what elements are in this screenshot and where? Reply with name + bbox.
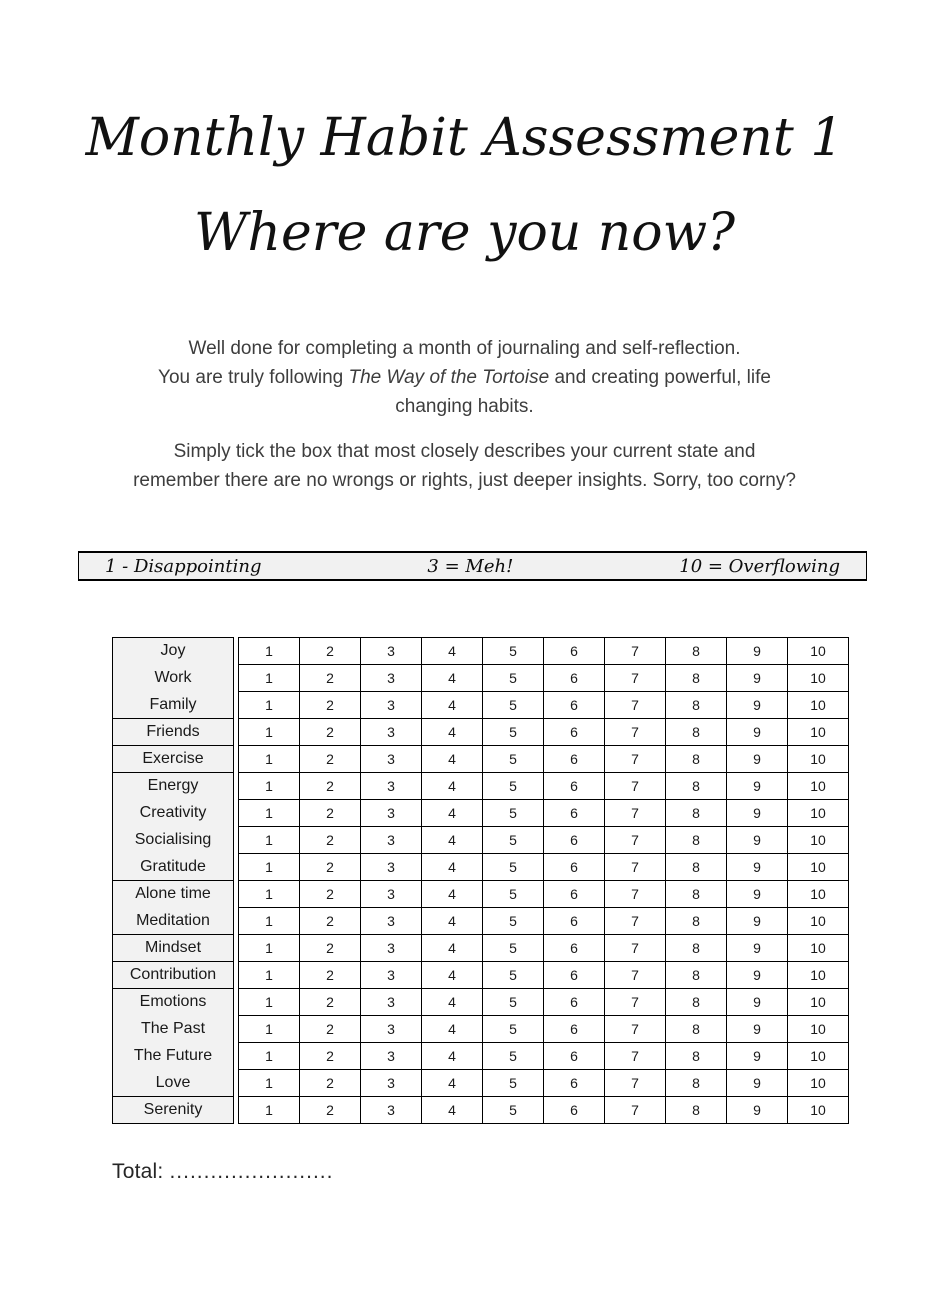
score-cell-energy-10[interactable]: 10 [788,773,849,800]
intro-paragraph-2 [0,437,929,495]
table-row-gratitude [113,854,849,881]
score-cell-serenity-3[interactable]: 3 [361,1097,422,1124]
score-cell-meditation-7[interactable]: 7 [605,908,666,935]
score-cell-mindset-3[interactable]: 3 [361,935,422,962]
score-cell-meditation-6[interactable]: 6 [544,908,605,935]
score-cell-gratitude-4[interactable]: 4 [422,854,483,881]
score-cell-alone-time-10[interactable]: 10 [788,881,849,908]
score-cell-the-future-7[interactable]: 7 [605,1043,666,1070]
score-cell-gratitude-3[interactable]: 3 [361,854,422,881]
score-cell-alone-time-2[interactable]: 2 [300,881,361,908]
score-cell-serenity-7[interactable]: 7 [605,1097,666,1124]
row-label-energy: Energy [113,773,234,800]
score-cell-energy-8[interactable]: 8 [666,773,727,800]
score-cell-meditation-2[interactable]: 2 [300,908,361,935]
score-cell-energy-5[interactable]: 5 [483,773,544,800]
score-cell-mindset-4[interactable]: 4 [422,935,483,962]
score-cell-meditation-10[interactable]: 10 [788,908,849,935]
score-cell-friends-9[interactable]: 9 [727,719,788,746]
score-cell-family-5[interactable]: 5 [483,692,544,719]
score-cell-the-future-3[interactable]: 3 [361,1043,422,1070]
row-label-exercise: Exercise [113,746,234,773]
score-cell-contribution-3[interactable]: 3 [361,962,422,989]
score-cell-joy-1[interactable]: 1 [239,638,300,665]
score-cell-work-5[interactable]: 5 [483,665,544,692]
score-cell-mindset-8[interactable]: 8 [666,935,727,962]
score-cell-friends-10[interactable]: 10 [788,719,849,746]
score-cell-creativity-5[interactable]: 5 [483,800,544,827]
table-row-the-past [113,1016,849,1043]
score-cell-love-9[interactable]: 9 [727,1070,788,1097]
score-cell-joy-10[interactable]: 10 [788,638,849,665]
score-cell-work-7[interactable]: 7 [605,665,666,692]
score-cell-mindset-6[interactable]: 6 [544,935,605,962]
score-cell-family-1[interactable]: 1 [239,692,300,719]
score-cell-contribution-10[interactable]: 10 [788,962,849,989]
score-cell-work-2[interactable]: 2 [300,665,361,692]
score-cell-gratitude-5[interactable]: 5 [483,854,544,881]
score-cell-love-1[interactable]: 1 [239,1070,300,1097]
score-cell-creativity-10[interactable]: 10 [788,800,849,827]
score-cell-joy-7[interactable]: 7 [605,638,666,665]
score-cell-friends-3[interactable]: 3 [361,719,422,746]
intro-p1-line3: changing habits. [395,396,534,417]
score-cell-exercise-3[interactable]: 3 [361,746,422,773]
score-cell-socialising-6[interactable]: 6 [544,827,605,854]
score-cell-friends-4[interactable]: 4 [422,719,483,746]
score-cell-contribution-5[interactable]: 5 [483,962,544,989]
score-cell-emotions-3[interactable]: 3 [361,989,422,1016]
score-cell-socialising-1[interactable]: 1 [239,827,300,854]
row-label-creativity: Creativity [113,800,234,827]
row-label-family: Family [113,692,234,719]
intro-p2-line1: Simply tick the box that most closely describes your current state and [173,441,756,462]
score-cell-energy-7[interactable]: 7 [605,773,666,800]
habit-table [112,637,849,1124]
score-cell-love-6[interactable]: 6 [544,1070,605,1097]
score-cell-exercise-2[interactable]: 2 [300,746,361,773]
score-cell-energy-1[interactable]: 1 [239,773,300,800]
rating-legend [78,551,867,581]
intro-p1-line2-pre: You are truly following [158,367,349,388]
row-label-mindset: Mindset [113,935,234,962]
score-cell-emotions-6[interactable]: 6 [544,989,605,1016]
score-cell-serenity-4[interactable]: 4 [422,1097,483,1124]
row-label-meditation: Meditation [113,908,234,935]
document-title [0,98,929,273]
title-line-2: Where are you now? [194,203,735,263]
score-cell-alone-time-1[interactable]: 1 [239,881,300,908]
table-row-energy [113,773,849,800]
score-cell-the-future-9[interactable]: 9 [727,1043,788,1070]
score-cell-love-2[interactable]: 2 [300,1070,361,1097]
score-cell-socialising-8[interactable]: 8 [666,827,727,854]
legend-item-mid: 3 = Meh! [427,555,514,577]
score-cell-energy-6[interactable]: 6 [544,773,605,800]
row-label-emotions: Emotions [113,989,234,1016]
row-label-love: Love [113,1070,234,1097]
score-cell-joy-4[interactable]: 4 [422,638,483,665]
score-cell-mindset-2[interactable]: 2 [300,935,361,962]
legend-item-low: 1 - Disappointing [105,555,262,577]
habit-table-body [113,638,849,1124]
score-cell-creativity-2[interactable]: 2 [300,800,361,827]
table-row-family [113,692,849,719]
score-cell-joy-5[interactable]: 5 [483,638,544,665]
score-cell-gratitude-7[interactable]: 7 [605,854,666,881]
table-row-meditation [113,908,849,935]
table-row-exercise [113,746,849,773]
score-cell-contribution-1[interactable]: 1 [239,962,300,989]
score-cell-alone-time-5[interactable]: 5 [483,881,544,908]
score-cell-family-2[interactable]: 2 [300,692,361,719]
score-cell-exercise-5[interactable]: 5 [483,746,544,773]
table-row-joy [113,638,849,665]
score-cell-family-4[interactable]: 4 [422,692,483,719]
score-cell-contribution-4[interactable]: 4 [422,962,483,989]
row-label-joy: Joy [113,638,234,665]
table-row-mindset [113,935,849,962]
score-cell-gratitude-10[interactable]: 10 [788,854,849,881]
score-cell-alone-time-9[interactable]: 9 [727,881,788,908]
intro-paragraph-1 [0,334,929,421]
intro-p1-line2 [0,363,929,392]
score-cell-exercise-8[interactable]: 8 [666,746,727,773]
score-cell-friends-1[interactable]: 1 [239,719,300,746]
score-cell-family-10[interactable]: 10 [788,692,849,719]
score-cell-the-past-5[interactable]: 5 [483,1016,544,1043]
score-cell-work-6[interactable]: 6 [544,665,605,692]
score-cell-love-7[interactable]: 7 [605,1070,666,1097]
score-cell-creativity-4[interactable]: 4 [422,800,483,827]
score-cell-exercise-7[interactable]: 7 [605,746,666,773]
score-cell-friends-5[interactable]: 5 [483,719,544,746]
row-label-work: Work [113,665,234,692]
score-cell-mindset-9[interactable]: 9 [727,935,788,962]
row-label-the-future: The Future [113,1043,234,1070]
row-label-friends: Friends [113,719,234,746]
score-cell-family-6[interactable]: 6 [544,692,605,719]
score-cell-joy-3[interactable]: 3 [361,638,422,665]
table-row-love [113,1070,849,1097]
score-cell-energy-3[interactable]: 3 [361,773,422,800]
intro-text [0,334,929,495]
score-cell-the-past-1[interactable]: 1 [239,1016,300,1043]
table-row-friends [113,719,849,746]
score-cell-gratitude-2[interactable]: 2 [300,854,361,881]
score-cell-emotions-2[interactable]: 2 [300,989,361,1016]
score-cell-the-past-10[interactable]: 10 [788,1016,849,1043]
score-cell-emotions-1[interactable]: 1 [239,989,300,1016]
score-cell-gratitude-8[interactable]: 8 [666,854,727,881]
score-cell-creativity-8[interactable]: 8 [666,800,727,827]
score-cell-love-10[interactable]: 10 [788,1070,849,1097]
score-cell-friends-2[interactable]: 2 [300,719,361,746]
score-cell-the-past-3[interactable]: 3 [361,1016,422,1043]
score-cell-the-future-10[interactable]: 10 [788,1043,849,1070]
score-cell-emotions-9[interactable]: 9 [727,989,788,1016]
score-cell-the-future-4[interactable]: 4 [422,1043,483,1070]
score-cell-socialising-2[interactable]: 2 [300,827,361,854]
score-cell-creativity-7[interactable]: 7 [605,800,666,827]
row-label-contribution: Contribution [113,962,234,989]
score-cell-emotions-7[interactable]: 7 [605,989,666,1016]
score-cell-joy-9[interactable]: 9 [727,638,788,665]
score-cell-gratitude-9[interactable]: 9 [727,854,788,881]
score-cell-alone-time-3[interactable]: 3 [361,881,422,908]
score-cell-love-8[interactable]: 8 [666,1070,727,1097]
score-cell-work-10[interactable]: 10 [788,665,849,692]
score-cell-socialising-4[interactable]: 4 [422,827,483,854]
score-cell-the-future-8[interactable]: 8 [666,1043,727,1070]
score-cell-exercise-1[interactable]: 1 [239,746,300,773]
score-cell-mindset-1[interactable]: 1 [239,935,300,962]
score-cell-socialising-9[interactable]: 9 [727,827,788,854]
table-row-creativity [113,800,849,827]
score-cell-joy-2[interactable]: 2 [300,638,361,665]
row-label-gratitude: Gratitude [113,854,234,881]
total-line [112,1160,333,1184]
score-cell-the-past-7[interactable]: 7 [605,1016,666,1043]
score-cell-family-3[interactable]: 3 [361,692,422,719]
table-row-serenity [113,1097,849,1124]
score-cell-energy-4[interactable]: 4 [422,773,483,800]
score-cell-work-8[interactable]: 8 [666,665,727,692]
score-cell-serenity-2[interactable]: 2 [300,1097,361,1124]
total-fill-line[interactable]: ........................ [169,1160,334,1183]
score-cell-mindset-10[interactable]: 10 [788,935,849,962]
score-cell-family-8[interactable]: 8 [666,692,727,719]
score-cell-contribution-8[interactable]: 8 [666,962,727,989]
score-cell-the-future-5[interactable]: 5 [483,1043,544,1070]
row-label-socialising: Socialising [113,827,234,854]
score-cell-energy-9[interactable]: 9 [727,773,788,800]
score-cell-work-3[interactable]: 3 [361,665,422,692]
score-cell-emotions-8[interactable]: 8 [666,989,727,1016]
score-cell-creativity-9[interactable]: 9 [727,800,788,827]
score-cell-mindset-7[interactable]: 7 [605,935,666,962]
score-cell-serenity-6[interactable]: 6 [544,1097,605,1124]
score-cell-friends-6[interactable]: 6 [544,719,605,746]
score-cell-the-future-1[interactable]: 1 [239,1043,300,1070]
score-cell-serenity-5[interactable]: 5 [483,1097,544,1124]
intro-p1-line2-post: and creating powerful, life [549,367,771,388]
score-cell-meditation-3[interactable]: 3 [361,908,422,935]
score-cell-contribution-6[interactable]: 6 [544,962,605,989]
score-cell-friends-8[interactable]: 8 [666,719,727,746]
score-cell-serenity-1[interactable]: 1 [239,1097,300,1124]
score-cell-alone-time-7[interactable]: 7 [605,881,666,908]
score-cell-contribution-2[interactable]: 2 [300,962,361,989]
score-cell-mindset-5[interactable]: 5 [483,935,544,962]
score-cell-meditation-9[interactable]: 9 [727,908,788,935]
score-cell-exercise-4[interactable]: 4 [422,746,483,773]
score-cell-serenity-8[interactable]: 8 [666,1097,727,1124]
score-cell-alone-time-6[interactable]: 6 [544,881,605,908]
score-cell-work-9[interactable]: 9 [727,665,788,692]
score-cell-meditation-4[interactable]: 4 [422,908,483,935]
score-cell-love-3[interactable]: 3 [361,1070,422,1097]
row-label-alone-time: Alone time [113,881,234,908]
score-cell-joy-6[interactable]: 6 [544,638,605,665]
score-cell-meditation-1[interactable]: 1 [239,908,300,935]
legend-item-high: 10 = Overflowing [679,555,840,577]
table-row-emotions [113,989,849,1016]
table-row-contribution [113,962,849,989]
score-cell-the-past-8[interactable]: 8 [666,1016,727,1043]
score-cell-exercise-10[interactable]: 10 [788,746,849,773]
row-label-serenity: Serenity [113,1097,234,1124]
score-cell-emotions-10[interactable]: 10 [788,989,849,1016]
score-cell-family-9[interactable]: 9 [727,692,788,719]
intro-p1-line1: Well done for completing a month of journaling and self-reflection. [188,338,741,359]
score-cell-alone-time-8[interactable]: 8 [666,881,727,908]
score-cell-love-5[interactable]: 5 [483,1070,544,1097]
intro-p2-line2: remember there are no wrongs or rights, just deeper insights. Sorry, too corny? [133,470,796,491]
score-cell-love-4[interactable]: 4 [422,1070,483,1097]
score-cell-energy-2[interactable]: 2 [300,773,361,800]
book-title-italic: The Way of the Tortoise [348,367,550,388]
score-cell-the-future-6[interactable]: 6 [544,1043,605,1070]
score-cell-gratitude-6[interactable]: 6 [544,854,605,881]
score-cell-work-1[interactable]: 1 [239,665,300,692]
score-cell-the-past-2[interactable]: 2 [300,1016,361,1043]
score-cell-creativity-3[interactable]: 3 [361,800,422,827]
score-cell-socialising-7[interactable]: 7 [605,827,666,854]
score-cell-emotions-5[interactable]: 5 [483,989,544,1016]
score-cell-creativity-1[interactable]: 1 [239,800,300,827]
title-line-1: Monthly Habit Assessment 1 [85,108,844,168]
score-cell-friends-7[interactable]: 7 [605,719,666,746]
score-cell-creativity-6[interactable]: 6 [544,800,605,827]
score-cell-contribution-9[interactable]: 9 [727,962,788,989]
score-cell-exercise-6[interactable]: 6 [544,746,605,773]
score-cell-meditation-8[interactable]: 8 [666,908,727,935]
score-cell-work-4[interactable]: 4 [422,665,483,692]
score-cell-the-future-2[interactable]: 2 [300,1043,361,1070]
score-cell-the-past-4[interactable]: 4 [422,1016,483,1043]
table-row-socialising [113,827,849,854]
score-cell-emotions-4[interactable]: 4 [422,989,483,1016]
score-cell-meditation-5[interactable]: 5 [483,908,544,935]
score-cell-contribution-7[interactable]: 7 [605,962,666,989]
table-row-work [113,665,849,692]
score-cell-socialising-10[interactable]: 10 [788,827,849,854]
score-cell-the-past-6[interactable]: 6 [544,1016,605,1043]
row-label-the-past: The Past [113,1016,234,1043]
table-row-alone-time [113,881,849,908]
total-label: Total: [112,1160,164,1183]
score-cell-serenity-9[interactable]: 9 [727,1097,788,1124]
table-row-the-future [113,1043,849,1070]
score-cell-exercise-9[interactable]: 9 [727,746,788,773]
score-cell-family-7[interactable]: 7 [605,692,666,719]
score-cell-socialising-5[interactable]: 5 [483,827,544,854]
score-cell-joy-8[interactable]: 8 [666,638,727,665]
score-cell-the-past-9[interactable]: 9 [727,1016,788,1043]
score-cell-serenity-10[interactable]: 10 [788,1097,849,1124]
score-cell-socialising-3[interactable]: 3 [361,827,422,854]
score-cell-alone-time-4[interactable]: 4 [422,881,483,908]
score-cell-gratitude-1[interactable]: 1 [239,854,300,881]
